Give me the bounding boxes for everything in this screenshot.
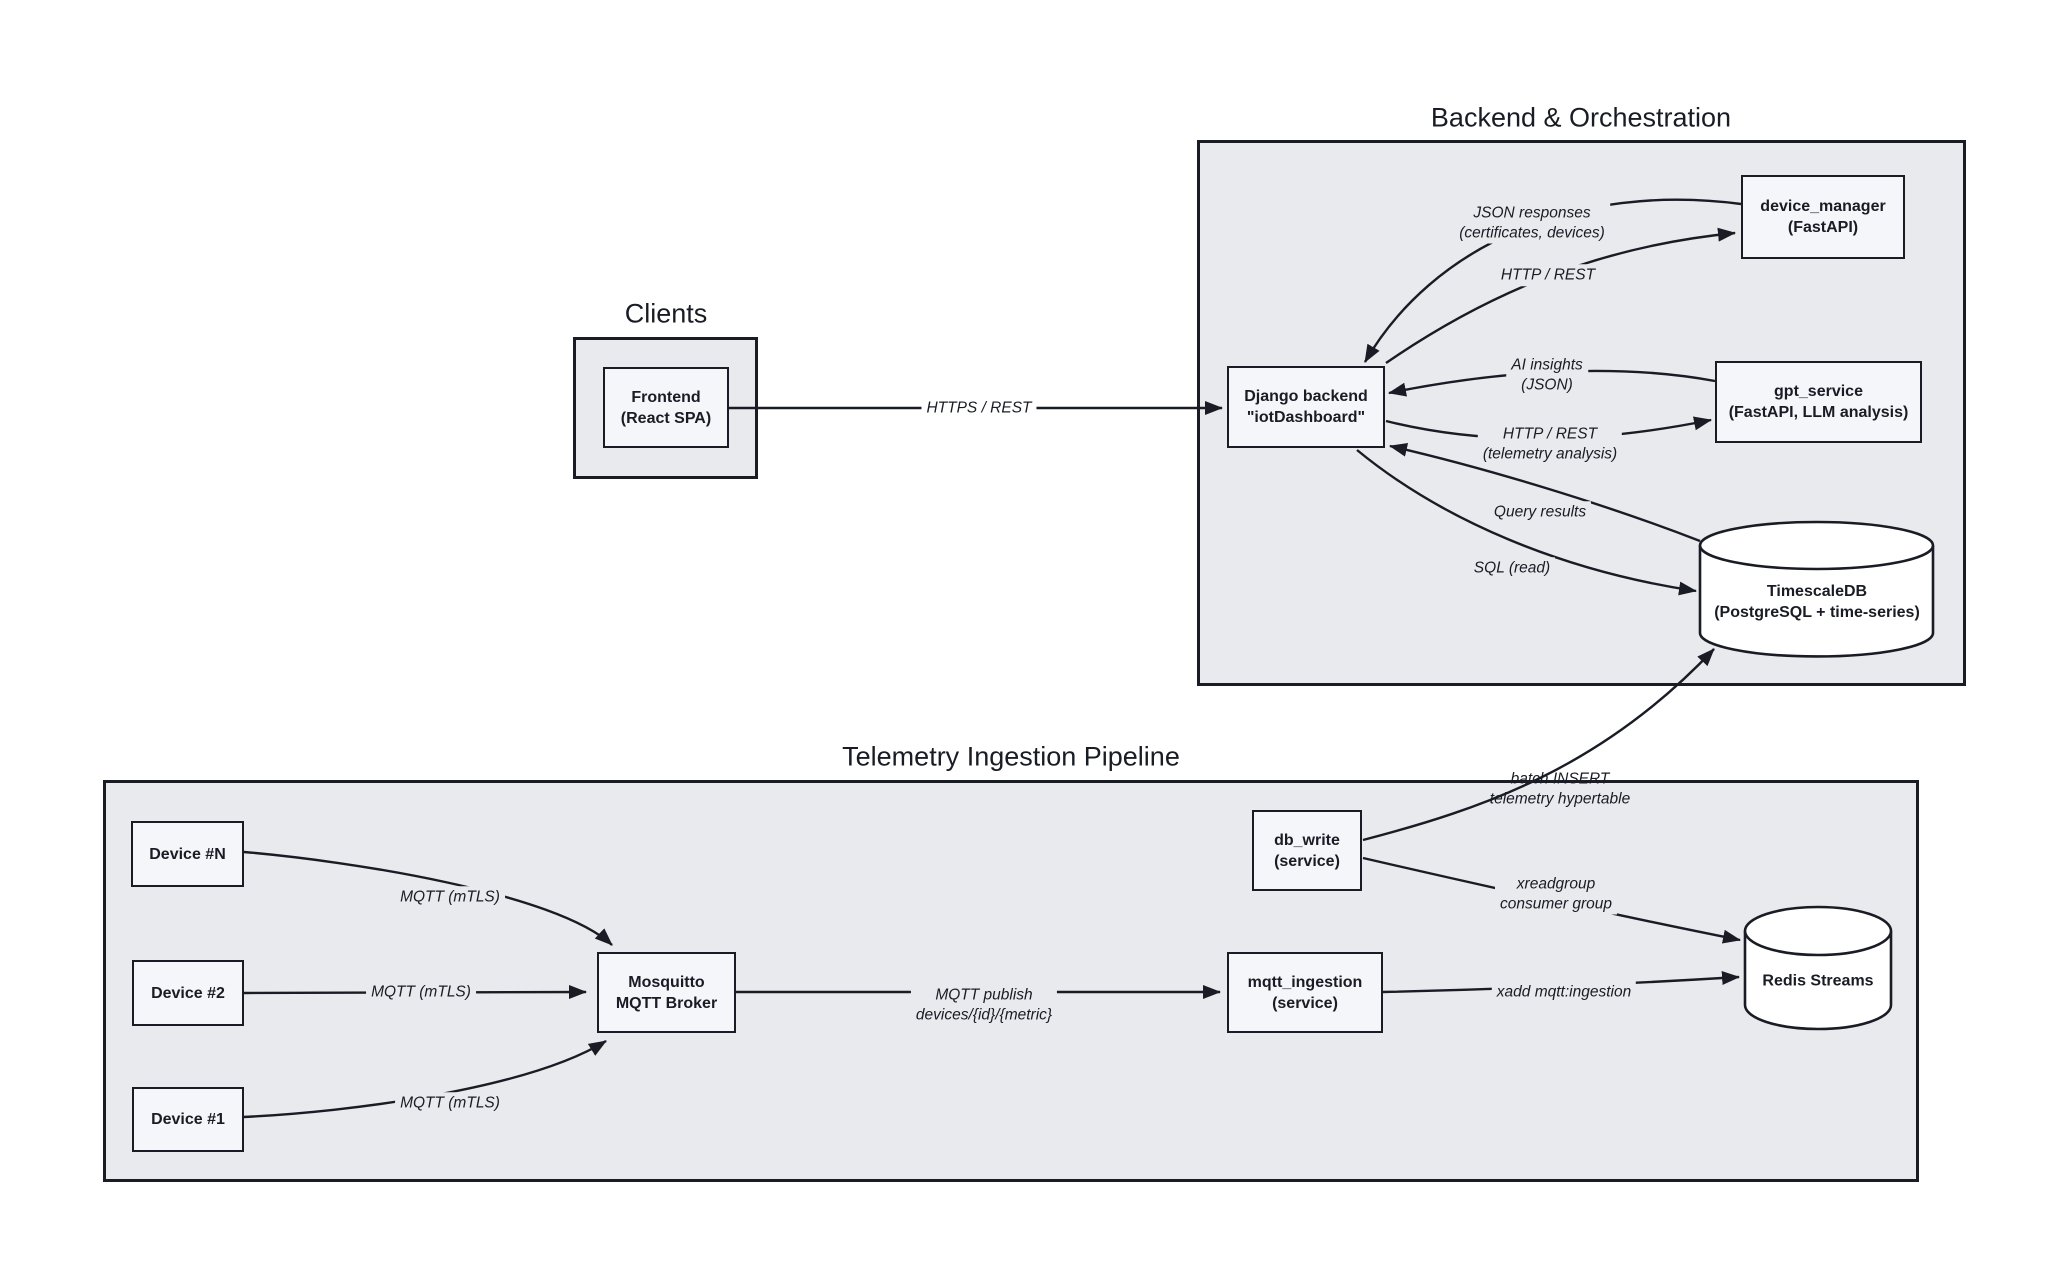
edge-label-mqtt-publish: MQTT publish devices/{id}/{metric} [911, 985, 1057, 1026]
node-timescaledb-line1: TimescaleDB [1766, 583, 1868, 600]
node-device-n-line1: Device #N [149, 845, 226, 863]
edge-label-https-rest: HTTPS / REST [921, 397, 1036, 419]
edge-label-mqtt-mtls-1: MQTT (mTLS) [395, 1092, 505, 1114]
edge-label-ai-insights: AI insights (JSON) [1506, 355, 1588, 396]
node-gpt-service-line2: (FastAPI, LLM analysis) [1728, 404, 1909, 421]
node-frontend-line2: (React SPA) [620, 409, 712, 427]
backend-group-title: Backend & Orchestration [1430, 102, 1732, 133]
node-device-1-line1: Device #1 [151, 1111, 225, 1128]
edge-label-query-results: Query results [1489, 501, 1591, 523]
telemetry-group-title: Telemetry Ingestion Pipeline [842, 741, 1180, 772]
node-db-write-line2: (service) [1274, 852, 1340, 870]
node-mqtt-ingestion-line1: mqtt_ingestion [1247, 973, 1363, 991]
node-redis-line1: Redis Streams [1762, 972, 1874, 990]
node-device-manager [1741, 175, 1905, 259]
node-django-line1: Django backend [1244, 388, 1368, 405]
node-redis-streams-label [1762, 971, 1873, 992]
node-mqtt-ingestion [1227, 952, 1383, 1033]
node-frontend-line1: Frontend [631, 388, 701, 406]
node-mqtt-ingestion-line2: (service) [1272, 994, 1338, 1012]
node-device-2-line1: Device #2 [151, 984, 225, 1002]
node-db-write-line1: db_write [1274, 831, 1340, 849]
node-device-manager-line2: (FastAPI) [1787, 219, 1859, 236]
edge-dbwrite-timescaledb [1363, 649, 1714, 840]
edge-django-devicemanager [1386, 233, 1735, 363]
node-db-write [1252, 810, 1362, 891]
node-frontend [603, 367, 729, 448]
node-device-2 [132, 960, 244, 1026]
redis-cylinder [1745, 907, 1891, 1029]
node-device-1 [132, 1087, 244, 1152]
node-timescaledb-label [1714, 581, 1920, 623]
node-django-line2: "iotDashboard" [1246, 409, 1366, 426]
node-gpt-service [1715, 361, 1922, 443]
edge-label-sql-read: SQL (read) [1469, 557, 1555, 579]
clients-group-title: Clients [624, 298, 708, 329]
node-timescaledb-line2: (PostgreSQL + time-series) [1714, 604, 1920, 621]
edge-label-batch-insert: batch INSERT telemetry hypertable [1489, 770, 1631, 807]
node-mosquitto-line2: MQTT Broker [615, 994, 718, 1012]
edge-label-mqtt-mtls-n: MQTT (mTLS) [395, 886, 505, 908]
node-mosquitto-broker [597, 952, 736, 1033]
node-django-backend [1227, 366, 1385, 448]
edge-label-http-rest-gpt: HTTP / REST (telemetry analysis) [1478, 424, 1622, 465]
edge-label-xadd: xadd mqtt:ingestion [1492, 981, 1636, 1003]
edge-label-json-responses: JSON responses (certificates, devices) [1454, 203, 1610, 244]
node-device-n [131, 821, 244, 887]
node-gpt-service-line1: gpt_service [1774, 383, 1863, 400]
edge-label-http-rest-device-manager: HTTP / REST [1496, 264, 1600, 286]
node-mosquitto-line1: Mosquitto [628, 973, 705, 991]
node-device-manager-line1: device_manager [1760, 198, 1886, 215]
edge-label-mqtt-mtls-2: MQTT (mTLS) [366, 981, 476, 1003]
edge-label-xreadgroup: xreadgroup consumer group [1495, 874, 1617, 915]
